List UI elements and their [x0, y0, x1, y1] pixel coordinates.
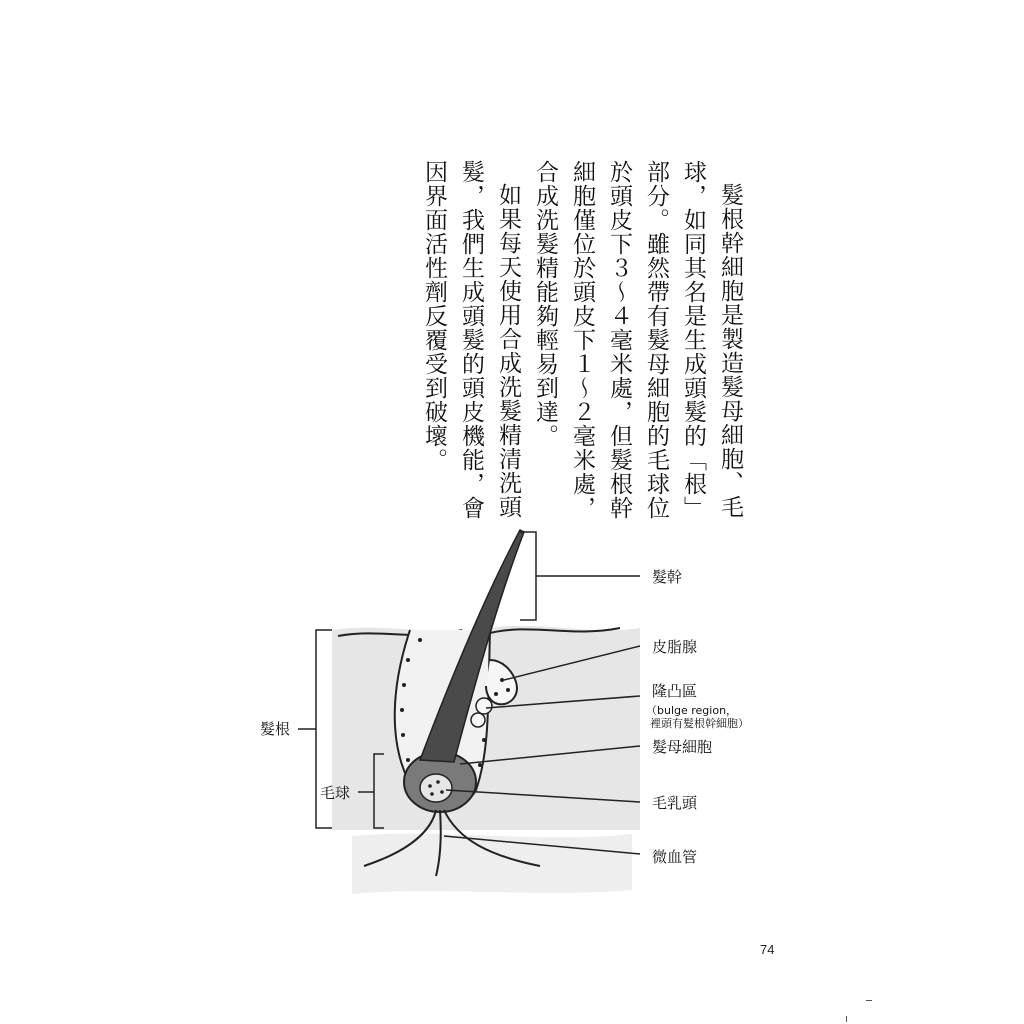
hair-shaft-bracket	[520, 532, 640, 620]
label-hair-shaft: 髮幹	[652, 568, 683, 586]
label-bulge-note-line1: （bulge region，	[646, 704, 738, 717]
page-number: 74	[760, 942, 775, 957]
label-sebaceous-gland: 皮脂腺	[652, 638, 698, 656]
crop-mark	[866, 1000, 872, 1001]
label-dermal-papilla: 毛乳頭	[652, 794, 698, 812]
paragraph-1: 髮根幹細胞是製造髮母細胞、毛球，如同其名是生成頭髮的「根」部分。雖然帶有髮母細胞的毛球位於頭皮下３～４毫米處，但髮根幹細胞僅位於頭皮下１～２毫米處，合成洗髮精能夠輕易到達。	[532, 160, 743, 520]
dermal-papilla-shape	[420, 774, 452, 802]
body-text	[415, 160, 748, 540]
paragraph-2: 如果每天使用合成洗髮精清洗頭髮，我們生成頭髮的頭皮機能，會因界面活性劑反覆受到破壞。	[421, 160, 521, 520]
crop-mark	[846, 1016, 847, 1022]
label-bulge-region: 隆凸區	[652, 682, 698, 700]
hair-follicle-diagram	[240, 510, 800, 910]
label-bulge-note-line2: 裡頭有髮根幹細胞）	[650, 717, 749, 730]
label-capillaries: 微血管	[652, 848, 698, 866]
subcutaneous-layer	[352, 834, 632, 894]
label-hair-bulb: 毛球	[320, 784, 351, 802]
label-hair-root: 髮根	[260, 720, 291, 738]
label-hair-matrix-cells: 髮母細胞	[652, 738, 713, 756]
